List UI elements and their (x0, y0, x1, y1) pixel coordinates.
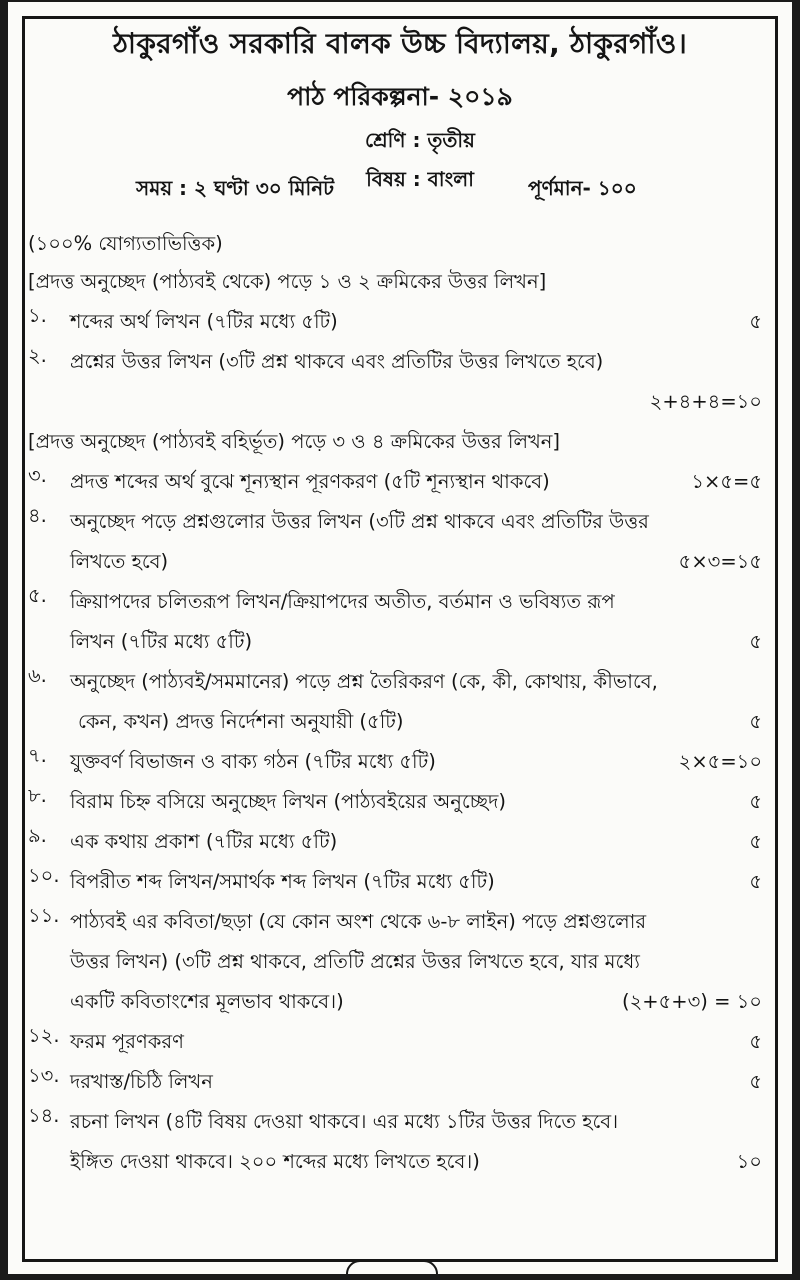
item-number: ৮. (28, 784, 47, 807)
item-number: ১১. (28, 904, 60, 927)
item-number: ১২. (28, 1024, 60, 1047)
exam-time: সময় : ২ ঘণ্টা ৩০ মিনিট (136, 176, 335, 200)
item-text (70, 502, 768, 582)
item-line: এক কথায় প্রকাশ (৭টির মধ্যে ৫টি) (70, 830, 338, 853)
item-number: ৩. (28, 464, 47, 487)
document-header (8, 22, 792, 198)
page-number-tab (346, 1260, 438, 1274)
item-number: ৫. (28, 584, 47, 607)
item-text (70, 862, 768, 902)
list-item (28, 862, 768, 902)
plan-title: পাঠ পরিকল্পনা- ২০১৯ (287, 82, 513, 111)
item-number: ৬. (28, 664, 47, 687)
full-marks: পূর্ণমান- ১০০ (528, 176, 637, 200)
list-item (28, 1102, 768, 1182)
item-marks: ৫ (749, 630, 762, 653)
item-line: লিখন (৭টির মধ্যে ৫টি) (70, 630, 253, 653)
item-marks: ২+৪+৪=১০ (649, 390, 762, 413)
list-item (28, 742, 768, 782)
item-number: ৭. (28, 744, 47, 767)
list-item (28, 1022, 768, 1062)
item-line: অনুচ্ছেদ পড়ে প্রশ্নগুলোর উত্তর লিখন (৩টি প্রশ্ন থাকবে এবং প্রতিটির উত্তর (70, 510, 649, 533)
instruction-1: [প্রদত্ত অনুচ্ছেদ (পাঠ্যবই থেকে) পড়ে ১ ও ২ ক্রমিকের উত্তর লিখন] (28, 270, 547, 293)
item-line: ফরম পূরণকরণ (70, 1030, 184, 1053)
item-marks: ৫ (749, 790, 762, 813)
item-marks: ৫ (749, 1030, 762, 1053)
item-line: বিরাম চিহ্ন বসিয়ে অনুচ্ছেদ লিখন (পাঠ্যবইয়ের অনুচ্ছেদ) (70, 790, 506, 813)
item-line: যুক্তবর্ণ বিভাজন ও বাক্য গঠন (৭টির মধ্যে ৫টি) (70, 750, 436, 773)
item-line: পাঠ্যবই এর কবিতা/ছড়া (যে কোন অংশ থেকে ৬-৮ লাইন) পড়ে প্রশ্নগুলোর (70, 910, 647, 933)
item-line: লিখতে হবে) (70, 550, 169, 573)
list-item (28, 782, 768, 822)
list-item (28, 462, 768, 502)
instruction-2: [প্রদত্ত অনুচ্ছেদ (পাঠ্যবই বহির্ভূত) পড়ে ৩ ও ৪ ক্রমিকের উত্তর লিখন] (28, 430, 561, 453)
item-text (70, 782, 768, 822)
item-line: ক্রিয়াপদের চলিতরূপ লিখন/ক্রিয়াপদের অতীত, বর্তমান ও ভবিষ্যত রূপ (70, 590, 615, 613)
item-marks: ৫ (749, 310, 762, 333)
document-page (8, 2, 792, 1274)
item-line: প্রদত্ত শব্দের অর্থ বুঝে শূন্যস্থান পূরণকরণ (৫টি শূন্যস্থান থাকবে) (70, 470, 550, 493)
list-item (28, 302, 768, 342)
item-text (70, 662, 768, 742)
item-text (70, 582, 768, 662)
item-text (70, 1062, 768, 1102)
item-marks: (২+৫+৩) = ১০ (622, 990, 762, 1013)
list-item (28, 822, 768, 862)
item-text (70, 1022, 768, 1062)
item-marks: ৫ (749, 870, 762, 893)
item-number: ১০. (28, 864, 60, 887)
item-line: ইঙ্গিত দেওয়া থাকবে। ২০০ শব্দের মধ্যে লিখতে হবে।) (70, 1150, 480, 1173)
competency-note: (১০০% যোগ্যতাভিত্তিক) (28, 232, 223, 255)
item-marks: ১০ (736, 1150, 762, 1173)
item-number: ৪. (28, 504, 47, 527)
item-marks: ৫ (749, 710, 762, 733)
item-marks: ৫×৩=১৫ (678, 550, 762, 573)
item-line: উত্তর লিখন) (৩টি প্রশ্ন থাকবে, প্রতিটি প্রশ্নের উত্তর লিখতে হবে, যার মধ্যে (70, 950, 640, 973)
item-line: প্রশ্নের উত্তর লিখন (৩টি প্রশ্ন থাকবে এবং প্রতিটির উত্তর লিখতে হবে) (70, 350, 604, 373)
item-line: দরখাস্ত/চিঠি লিখন (70, 1070, 213, 1093)
item-marks: ৫ (749, 1070, 762, 1093)
item-number: ১৩. (28, 1064, 60, 1087)
subject-line: বিষয় : বাংলা (366, 167, 474, 191)
item-line: কেন, কখন) প্রদত্ত নির্দেশনা অনুযায়ী (৫টি) (78, 710, 404, 733)
list-item (28, 902, 768, 1022)
item-number: ১৪. (28, 1104, 60, 1127)
class-line: শ্রেণি : তৃতীয় (365, 128, 475, 152)
item-marks: ৫ (749, 830, 762, 853)
item-text (70, 742, 768, 782)
list-item (28, 662, 768, 742)
item-line: শব্দের অর্থ লিখন (৭টির মধ্যে ৫টি) (70, 310, 338, 333)
item-text (70, 302, 768, 342)
item-number: ২. (28, 344, 47, 367)
item-marks: ১×৫=৫ (691, 470, 762, 493)
list-item (28, 342, 768, 382)
list-item (28, 502, 768, 582)
item-text (70, 1102, 768, 1182)
list-item (28, 1062, 768, 1102)
item-number: ১. (28, 304, 47, 327)
school-name: ঠাকুরগাঁও সরকারি বালক উচ্চ বিদ্যালয়, ঠাকুরগাঁও। (112, 27, 688, 60)
syllabus-body (28, 226, 768, 1182)
item-line: রচনা লিখন (৪টি বিষয় দেওয়া থাকবে। এর মধ্যে ১টির উত্তর দিতে হবে। (70, 1110, 619, 1133)
item-text (70, 822, 768, 862)
item-text (70, 462, 768, 502)
item-number: ৯. (28, 824, 47, 847)
item-line: একটি কবিতাংশের মূলভাব থাকবে।) (70, 990, 344, 1013)
item-text (70, 342, 768, 382)
item-line: অনুচ্ছেদ (পাঠ্যবই/সমমানের) পড়ে প্রশ্ন তৈরিকরণ (কে, কী, কোথায়, কীভাবে, (70, 670, 658, 693)
item-text (70, 902, 768, 1022)
list-item (28, 582, 768, 662)
item-line: বিপরীত শব্দ লিখন/সমার্থক শব্দ লিখন (৭টির মধ্যে ৫টি) (70, 870, 495, 893)
item-marks: ২×৫=১০ (678, 750, 762, 773)
